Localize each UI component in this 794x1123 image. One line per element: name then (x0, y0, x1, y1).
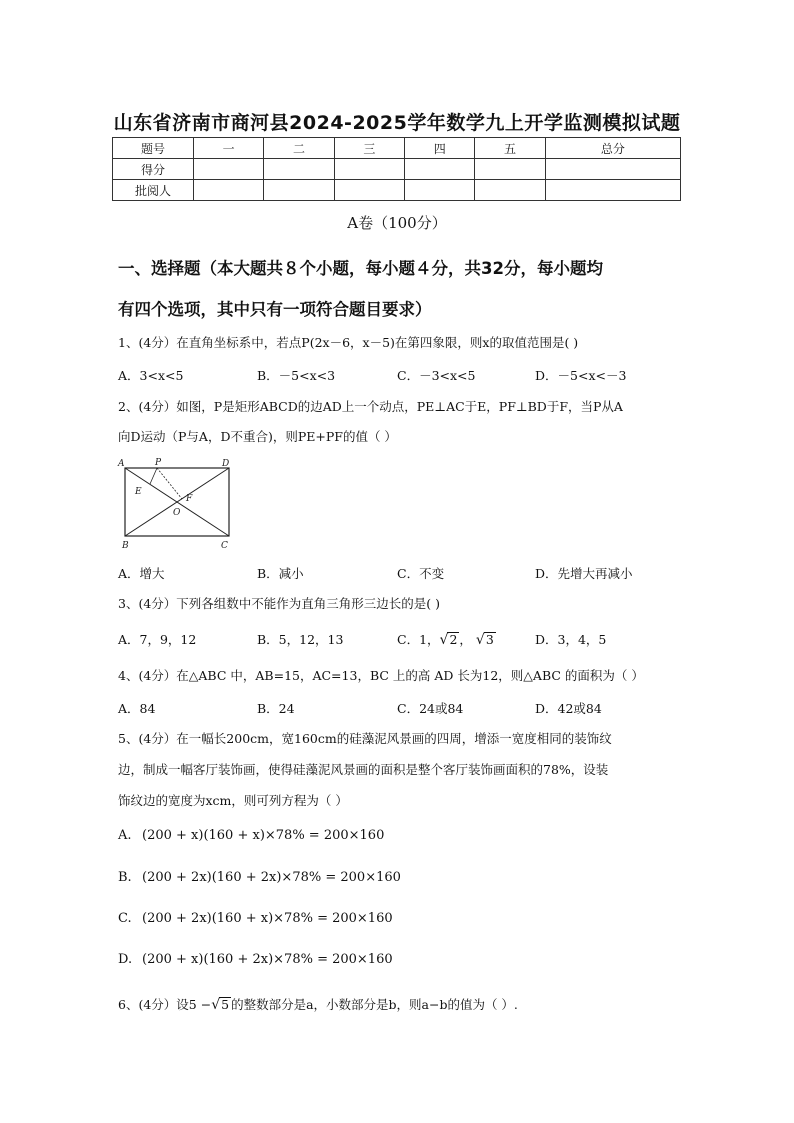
question-2-text-line2: 向D运动（P与A，D不重合)，则PE+PF的值（ ） (118, 429, 397, 444)
option-a: A．3<x<5 (118, 368, 184, 383)
equation: (200 + 2x)(160 + x)×78% = 200×160 (142, 911, 393, 926)
score-cell (264, 159, 334, 180)
score-table-row (113, 159, 681, 180)
score-cell (475, 180, 545, 201)
figure-label: B (122, 541, 129, 551)
score-cell (334, 180, 404, 201)
option-c (397, 630, 496, 648)
score-table-row-label: 批阅人 (113, 180, 194, 201)
question-5-option-a (118, 828, 384, 843)
option-label: D. (118, 952, 133, 967)
question-3-text: 3、(4分）下列各组数中不能作为直角三角形三边长的是( ) (118, 596, 441, 611)
score-cell (475, 159, 545, 180)
part1-heading-line2: 有四个选项，其中只有一项符合题目要求） (118, 300, 432, 319)
option-label: C. (118, 911, 132, 926)
option-label: A. (118, 828, 132, 843)
question-3-options (118, 630, 688, 650)
option-b: B．24 (257, 701, 295, 716)
figure-label: O (173, 508, 181, 518)
score-table (112, 137, 681, 201)
question-5-text-line1: 5、(4分）在一幅长200cm，宽160cm的硅藻泥风景画的四周，增添一宽度相同的装饰纹 (118, 731, 612, 746)
score-cell (405, 159, 475, 180)
option-d: D．先增大再减小 (535, 566, 633, 581)
question-5-option-d (118, 952, 393, 967)
sqrt-symbol: √ (211, 997, 221, 1013)
score-cell (545, 180, 680, 201)
question-6-rest: 的整数部分是a，小数部分是b，则a−b的值为（ ）. (231, 997, 518, 1012)
score-cell (194, 159, 264, 180)
score-cell (334, 159, 404, 180)
option-d: D．42或84 (535, 701, 602, 716)
option-c: C．24或84 (397, 701, 464, 716)
option-c: C．－3<x<5 (397, 368, 476, 383)
figure-label: F (186, 494, 193, 504)
score-table-cell: 总分 (545, 138, 680, 159)
figure-label: C (221, 541, 228, 551)
question-1-options (118, 366, 688, 386)
score-table-cell: 二 (264, 138, 334, 159)
figure-label: E (135, 487, 142, 497)
option-c: C．不变 (397, 566, 445, 581)
option-b: B．减小 (257, 566, 304, 581)
score-table-cell: 五 (475, 138, 545, 159)
question-6-text (118, 990, 688, 1020)
question-2-options (118, 564, 688, 584)
option-label: B. (118, 870, 132, 885)
equation: (200 + 2x)(160 + 2x)×78% = 200×160 (142, 870, 401, 885)
sqrt-symbol: √ (475, 632, 485, 648)
option-b: B．－5<x<3 (257, 368, 336, 383)
option-d: D．－5<x<－3 (535, 368, 627, 383)
radicand: 2 (449, 632, 458, 647)
score-cell (264, 180, 334, 201)
segment-pf (157, 468, 182, 499)
score-table-cell: 题号 (113, 138, 194, 159)
score-table-header-row (113, 138, 681, 159)
sqrt-symbol: √ (439, 632, 449, 648)
score-table-cell: 四 (405, 138, 475, 159)
option-a: A．7，9，12 (118, 632, 197, 647)
question-4-text: 4、(4分）在△ABC 中，AB=15，AC=13，BC 上的高 AD 长为12，则△ABC 的面积为（ ） (118, 668, 644, 683)
radicand: 5 (221, 997, 230, 1012)
score-table-row (113, 180, 681, 201)
score-table-cell: 一 (194, 138, 264, 159)
page-title: 山东省济南市商河县2024-2025学年数学九上开学监测模拟试题 (113, 112, 681, 134)
figure-label: P (155, 458, 162, 468)
rectangle-figure (116, 456, 240, 554)
option-b: B．5，12，13 (257, 632, 344, 647)
part1-heading-line1: 一、选择题（本大题共８个小题，每小题４分，共32分，每小题均 (118, 259, 603, 278)
segment-pe (150, 468, 157, 484)
option-a: A．增大 (118, 566, 165, 581)
option-d: D．3，4，5 (535, 632, 607, 647)
score-cell (194, 180, 264, 201)
equation: (200 + x)(160 + 2x)×78% = 200×160 (142, 952, 393, 967)
question-6-prefix: 6、(4分）设5 − (118, 997, 212, 1012)
question-2-text-line1: 2、(4分）如图，P是矩形ABCD的边AD上一个动点，PE⊥AC于E，PF⊥BD于F，当P从A (118, 399, 623, 414)
option-c-label: C．1， (397, 632, 440, 647)
question-5-option-b (118, 870, 401, 885)
figure-label: D (222, 459, 230, 469)
score-cell (405, 180, 475, 201)
question-1-text: 1、(4分）在直角坐标系中，若点P(2x－6，x－5)在第四象限，则x的取值范围是( ) (118, 335, 579, 350)
score-table-row-label: 得分 (113, 159, 194, 180)
radicand: 3 (485, 632, 494, 647)
equation: (200 + x)(160 + x)×78% = 200×160 (142, 828, 385, 843)
question-5-text-line2: 边，制成一幅客厅装饰画，使得硅藻泥风景画的面积是整个客厅装饰画面积的78%，设装 (118, 762, 609, 777)
question-5-text-line3: 饰纹边的宽度为xcm，则可列方程为（ ） (118, 793, 348, 808)
separator: ， (459, 632, 476, 647)
question-5-option-c (118, 911, 393, 926)
question-4-options (118, 699, 688, 719)
score-cell (545, 159, 680, 180)
section-a-heading: A卷（100分） (347, 214, 447, 232)
option-a: A．84 (118, 701, 156, 716)
figure-label: A (118, 459, 125, 469)
score-table-cell: 三 (334, 138, 404, 159)
